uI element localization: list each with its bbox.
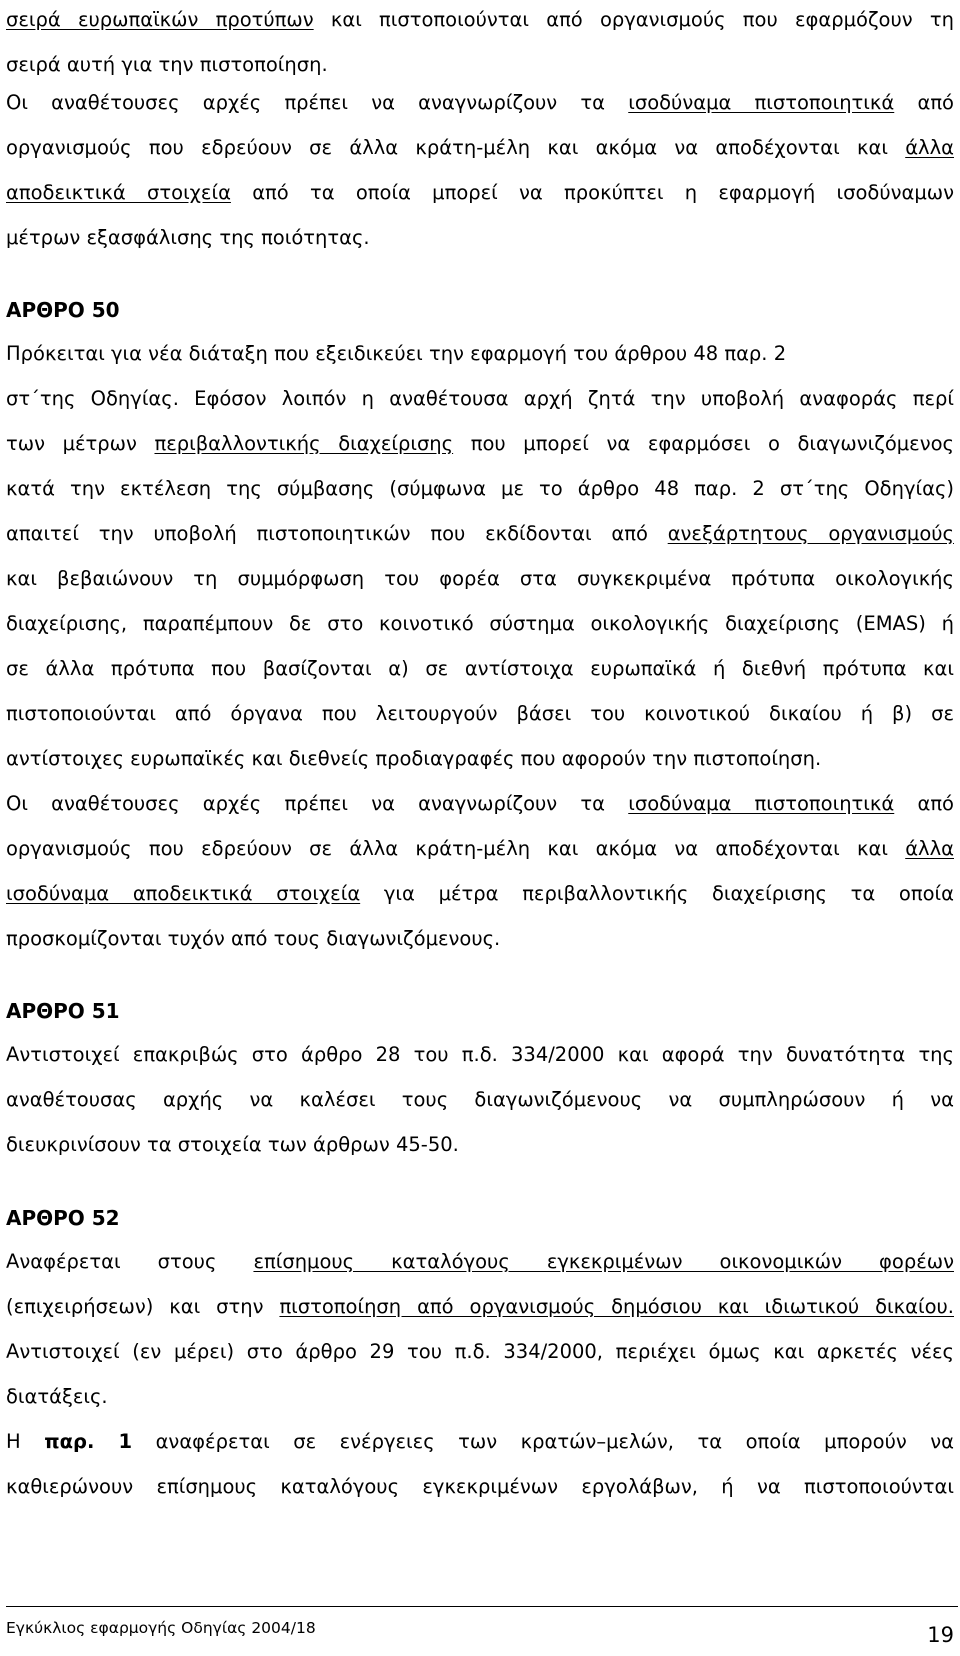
- text-line: Αντιστοιχεί επακριβώς στο άρθρο 28 του π.δ. 334/2000 και αφορά την δυνατότητα της: [6, 1043, 954, 1066]
- underlined-phrase: ισοδύναμα πιστοποιητικά: [628, 792, 895, 815]
- underlined-phrase: αποδεικτικά στοιχεία: [6, 181, 231, 204]
- text-span: αναφέρεται σε ενέργειες των κρατών–μελών, τα οποία μπορούν να: [132, 1430, 955, 1453]
- underlined-phrase: επίσημους καταλόγους εγκεκριμένων οικονομικών φορέων: [253, 1250, 954, 1273]
- text-line: σε άλλα πρότυπα που βασίζονται α) σε αντίστοιχα ευρωπαϊκά ή διεθνή πρότυπα και: [6, 657, 954, 680]
- article-heading: ΑΡΘΡΟ 51: [6, 999, 120, 1023]
- text-line: [6, 880, 954, 908]
- page-number: 19: [927, 1623, 954, 1647]
- text-line: [6, 6, 954, 34]
- text-span: Οι αναθέτουσες αρχές πρέπει να αναγνωρίζουν τα: [6, 91, 629, 114]
- text-span: οργανισμούς που εδρεύουν σε άλλα κράτη-μέλη και ακόμα να αποδέχονται και: [6, 136, 906, 159]
- text-span: Η: [6, 1430, 45, 1453]
- text-span: Αναφέρεται στους: [6, 1250, 254, 1273]
- bold-phrase: παρ. 1: [44, 1430, 133, 1453]
- text-line: μέτρων εξασφάλισης της ποιότητας.: [6, 226, 370, 249]
- text-line: [6, 134, 954, 162]
- text-line: προσκομίζονται τυχόν από τους διαγωνιζόμενους.: [6, 927, 501, 950]
- text-line: διατάξεις.: [6, 1385, 108, 1408]
- underlined-phrase: περιβαλλοντικής διαχείρισης: [154, 432, 454, 455]
- text-span: και πιστοποιούνται από οργανισμούς που εφαρμόζουν τη: [313, 8, 954, 31]
- text-line: διαχείρισης, παραπέμπουν δε στο κοινοτικό σύστημα οικολογικής διαχείρισης (EMAS) ή: [6, 612, 954, 635]
- underlined-phrase: ισοδύναμα αποδεικτικά στοιχεία: [6, 882, 361, 905]
- text-line: [6, 790, 954, 818]
- text-line: Πρόκειται για νέα διάταξη που εξειδικεύει την εφαρμογή του άρθρου 48 παρ. 2: [6, 342, 787, 365]
- text-span: που μπορεί να εφαρμόσει ο διαγωνιζόμενος: [453, 432, 954, 455]
- text-line: [6, 89, 954, 117]
- underlined-phrase: σειρά ευρωπαϊκών προτύπων: [6, 8, 314, 31]
- footer-title: Εγκύκλιος εφαρμογής Οδηγίας 2004/18: [6, 1619, 316, 1637]
- text-line: [6, 520, 954, 548]
- text-line: διευκρινίσουν τα στοιχεία των άρθρων 45-50.: [6, 1133, 459, 1156]
- article-heading: ΑΡΘΡΟ 52: [6, 1206, 120, 1230]
- text-line: αντίστοιχες ευρωπαϊκές και διεθνείς προδιαγραφές που αφορούν την πιστοποίηση.: [6, 747, 822, 770]
- text-span: από: [894, 91, 954, 114]
- text-line: κατά την εκτέλεση της σύμβασης (σύμφωνα με το άρθρο 48 παρ. 2 στ΄της Οδηγίας): [6, 477, 954, 500]
- text-line: και βεβαιώνουν τη συμμόρφωση του φορέα στα συγκεκριμένα πρότυπα οικολογικής: [6, 567, 954, 590]
- underlined-phrase: ανεξάρτητους οργανισμούς: [667, 522, 954, 545]
- text-span: για μέτρα περιβαλλοντικής διαχείρισης τα οποία: [360, 882, 954, 905]
- article-heading: ΑΡΘΡΟ 50: [6, 298, 120, 322]
- text-span: (επιχειρήσεων) και στην: [6, 1295, 280, 1318]
- text-line: [6, 1428, 954, 1456]
- text-line: αναθέτουσας αρχής να καλέσει τους διαγωνιζόμενους να συμπληρώσουν ή να: [6, 1088, 954, 1111]
- underlined-phrase: άλλα: [905, 837, 954, 860]
- text-line: σειρά αυτή για την πιστοποίηση.: [6, 53, 328, 76]
- text-span: οργανισμούς που εδρεύουν σε άλλα κράτη-μέλη και ακόμα να αποδέχονται και: [6, 837, 906, 860]
- text-line: [6, 179, 954, 207]
- text-span: των μέτρων: [6, 432, 155, 455]
- text-line: καθιερώνουν επίσημους καταλόγους εγκεκριμένων εργολάβων, ή να πιστοποιούνται: [6, 1475, 954, 1498]
- text-line: πιστοποιούνται από όργανα που λειτουργούν βάσει του κοινοτικού δικαίου ή β) σε: [6, 702, 954, 725]
- text-line: στ΄της Οδηγίας. Εφόσον λοιπόν η αναθέτουσα αρχή ζητά την υποβολή αναφοράς περί: [6, 387, 954, 410]
- text-line: Αντιστοιχεί (εν μέρει) στο άρθρο 29 του π.δ. 334/2000, περιέχει όμως και αρκετές νέες: [6, 1340, 954, 1363]
- text-span: από τα οποία μπορεί να προκύπτει η εφαρμογή ισοδύναμων: [230, 181, 955, 204]
- text-span: από: [894, 792, 954, 815]
- text-span: απαιτεί την υποβολή πιστοποιητικών που εκδίδονται από: [6, 522, 668, 545]
- underlined-phrase: ισοδύναμα πιστοποιητικά: [628, 91, 895, 114]
- text-span: Οι αναθέτουσες αρχές πρέπει να αναγνωρίζουν τα: [6, 792, 629, 815]
- text-line: [6, 835, 954, 863]
- text-line: [6, 1293, 954, 1321]
- underlined-phrase: πιστοποίηση από οργανισμούς δημόσιου και ιδιωτικού δικαίου.: [279, 1295, 954, 1318]
- footer-divider: [6, 1606, 958, 1607]
- underlined-phrase: άλλα: [905, 136, 954, 159]
- text-line: [6, 1248, 954, 1276]
- text-line: [6, 430, 954, 458]
